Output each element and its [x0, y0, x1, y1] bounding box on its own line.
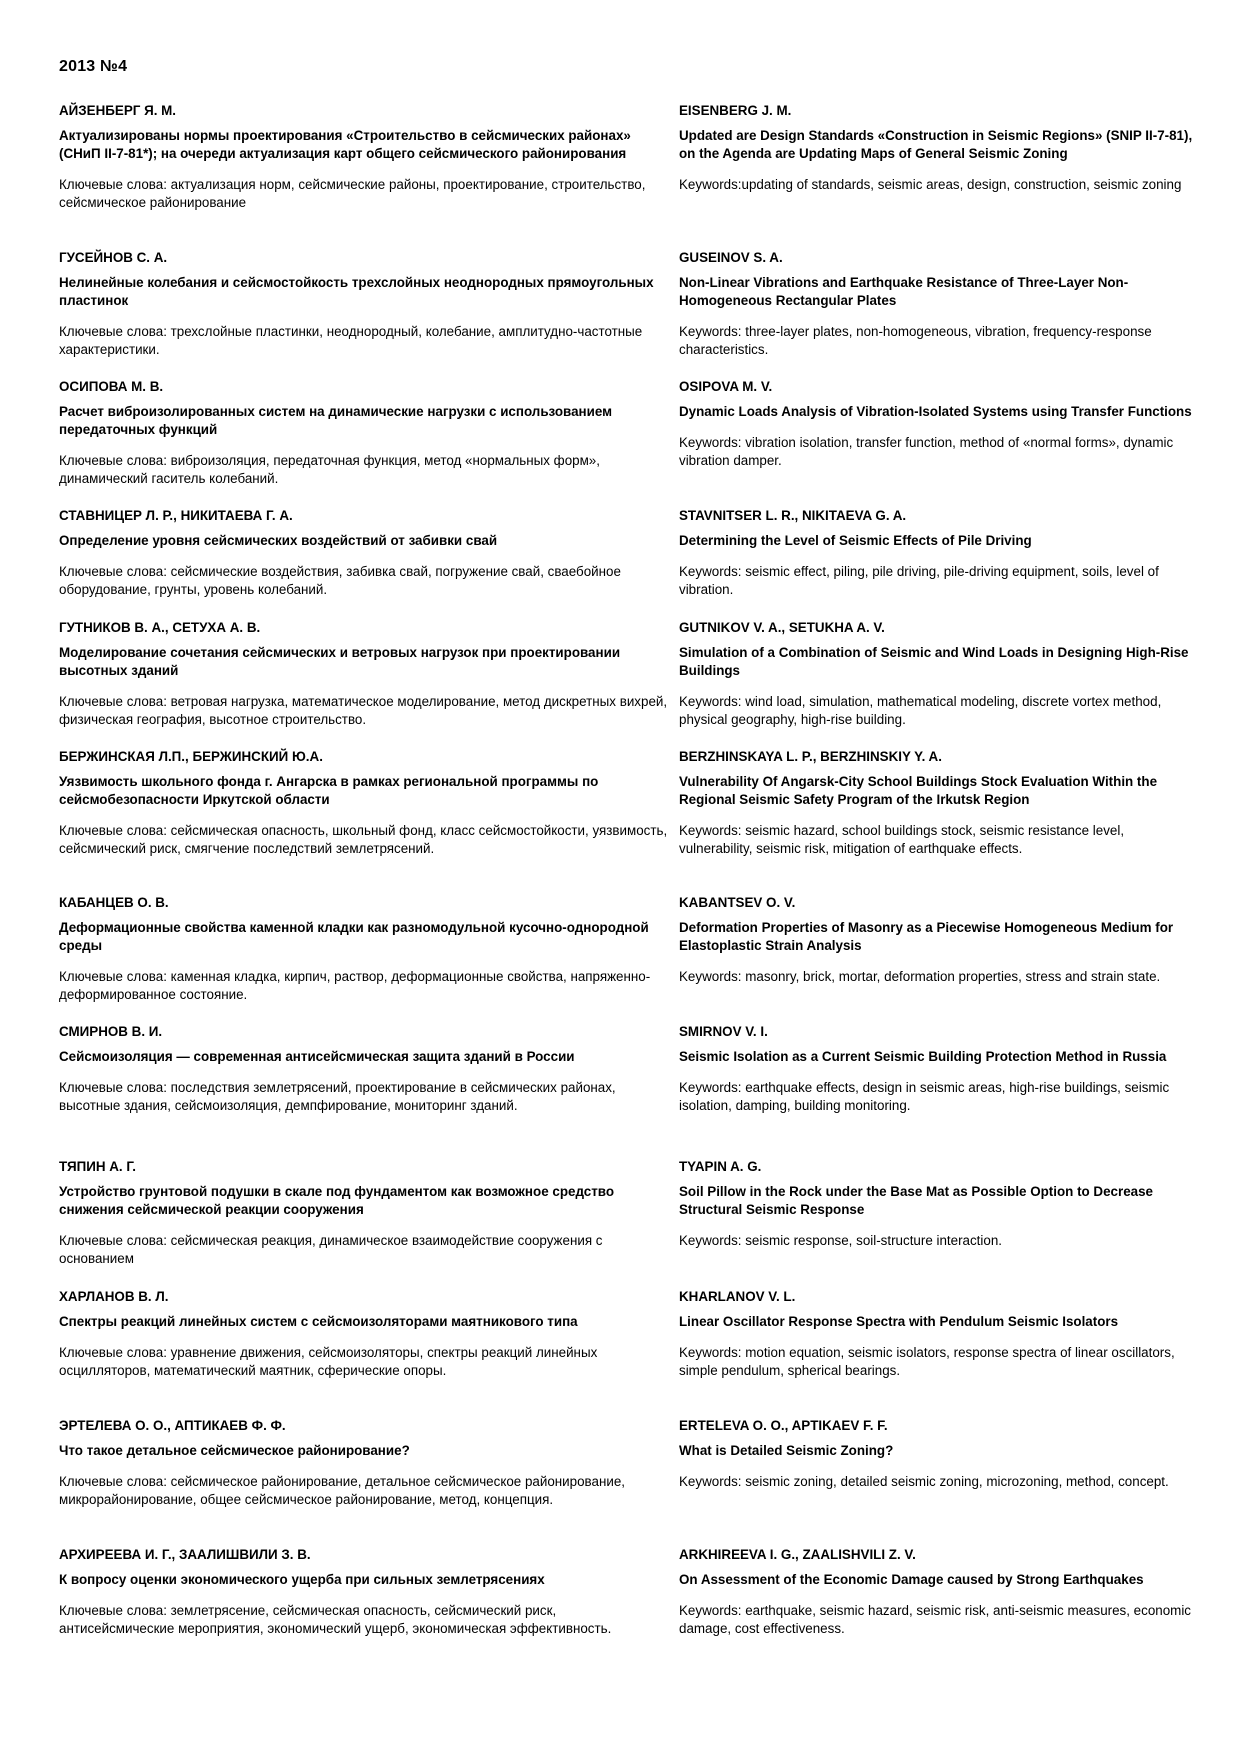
article-title: Спектры реакций линейных систем с сейсмоизоляторами маятникового типа — [59, 1314, 578, 1329]
article-title: Seismic Isolation as a Current Seismic Building Protection Method in Russia — [679, 1049, 1167, 1064]
keywords: Ключевые слова: сейсмическая опасность, школьный фонд, класс сейсмостойкости, уязвимость, сейсмический риск, смягчение последствий землетрясений. — [59, 823, 668, 856]
article-title: Нелинейные колебания и сейсмостойкость трехслойных неоднородных прямоугольных пластинок — [59, 275, 654, 308]
entry-en — [679, 249, 1194, 359]
article-title: Сейсмоизоляция — современная антисейсмическая защита зданий в России — [59, 1049, 575, 1064]
entry-en — [679, 378, 1194, 470]
article-title: Linear Oscillator Response Spectra with Pendulum Seismic Isolators — [679, 1314, 1119, 1329]
entry-ru — [59, 1288, 674, 1380]
keywords: Keywords: three-layer plates, non-homogeneous, vibration, frequency-response characteristics. — [679, 324, 1152, 357]
author: СТАВНИЦЕР Л. Р., НИКИТАЕВА Г. А. — [59, 508, 293, 523]
author: GUSEINOV S. A. — [679, 250, 783, 265]
author: ОСИПОВА М. В. — [59, 379, 164, 394]
entry-en — [679, 1158, 1194, 1250]
keywords: Ключевые слова: виброизоляция, передаточная функция, метод «нормальных форм», динамический гаситель колебаний. — [59, 453, 600, 486]
entry-en — [679, 1417, 1194, 1491]
article-title: Устройство грунтовой подушки в скале под фундаментом как возможное средство снижения сейсмической реакции сооружения — [59, 1184, 615, 1217]
keywords: Ключевые слова: уравнение движения, сейсмоизоляторы, спектры реакций линейных осцилляторов, математический маятник, сферические опоры. — [59, 1345, 598, 1378]
keywords: Keywords: masonry, brick, mortar, deformation properties, stress and strain state. — [679, 969, 1161, 984]
author: TYAPIN A. G. — [679, 1159, 762, 1174]
article-title: Актуализированы нормы проектирования «Строительство в сейсмических районах» (СНиП II-7-81*); на очереди актуализация карт общего сейсмического районирования — [59, 128, 631, 161]
entry-ru — [59, 249, 674, 359]
entry-en — [679, 102, 1194, 194]
author: ТЯПИН А. Г. — [59, 1159, 137, 1174]
entry-ru — [59, 748, 674, 858]
author: АЙЗЕНБЕРГ Я. М. — [59, 103, 177, 118]
keywords: Ключевые слова: сейсмические воздействия, забивка свай, погружение свай, сваебойное оборудование, грунты, уровень колебаний. — [59, 564, 621, 597]
article-title: Dynamic Loads Analysis of Vibration-Isolated Systems using Transfer Functions — [679, 404, 1192, 419]
keywords: Keywords: motion equation, seismic isolators, response spectra of linear oscillators, simple pendulum, spherical bearings. — [679, 1345, 1175, 1378]
entry-ru — [59, 1023, 674, 1115]
author: KHARLANOV V. L. — [679, 1289, 796, 1304]
entry-ru — [59, 102, 674, 212]
entry-ru — [59, 507, 674, 599]
keywords: Keywords: wind load, simulation, mathematical modeling, discrete vortex method, physical geography, high-rise building. — [679, 694, 1162, 727]
article-title: К вопросу оценки экономического ущерба при сильных землетрясениях — [59, 1572, 545, 1587]
author: ARKHIREEVA I. G., ZAALISHVILI Z. V. — [679, 1547, 916, 1562]
keywords: Keywords: seismic effect, piling, pile driving, pile-driving equipment, soils, level of vibration. — [679, 564, 1159, 597]
author: СМИРНОВ В. И. — [59, 1024, 163, 1039]
author: ГУСЕЙНОВ С. А. — [59, 250, 168, 265]
article-title: Simulation of a Combination of Seismic and Wind Loads in Designing High-Rise Buildings — [679, 645, 1189, 678]
keywords: Ключевые слова: сейсмическая реакция, динамическое взаимодействие сооружения с основанием — [59, 1233, 603, 1266]
article-title: Уязвимость школьного фонда г. Ангарска в рамках региональной программы по сейсмобезопасности Иркутской области — [59, 774, 599, 807]
keywords: Keywords: earthquake, seismic hazard, seismic risk, anti-seismic measures, economic damage, cost effectiveness. — [679, 1603, 1191, 1636]
author: SMIRNOV V. I. — [679, 1024, 768, 1039]
entry-ru — [59, 1546, 674, 1638]
article-title: Деформационные свойства каменной кладки как разномодульной кусочно-однородной среды — [59, 920, 649, 953]
keywords: Ключевые слова: актуализация норм, сейсмические районы, проектирование, строительство, сейсмическое районирование — [59, 177, 646, 210]
keywords: Ключевые слова: землетрясение, сейсмическая опасность, сейсмический риск, антисейсмические мероприятия, экономический ущерб, экономическая эффективность. — [59, 1603, 612, 1636]
article-title: Определение уровня сейсмических воздействий от забивки свай — [59, 533, 498, 548]
keywords: Ключевые слова: каменная кладка, кирпич, раствор, деформационные свойства, напряженно-деформированное состояние. — [59, 969, 651, 1002]
article-title: Soil Pillow in the Rock under the Base Mat as Possible Option to Decrease Structural Seismic Response — [679, 1184, 1153, 1217]
author: ERTELEVA O. O., APTIKAEV F. F. — [679, 1418, 888, 1433]
keywords: Keywords:updating of standards, seismic areas, design, construction, seismic zoning — [679, 177, 1182, 192]
author: STAVNITSER L. R., NIKITAEVA G. A. — [679, 508, 907, 523]
entry-en — [679, 619, 1194, 729]
entry-en — [679, 1546, 1194, 1638]
entry-ru — [59, 378, 674, 488]
entry-en — [679, 894, 1194, 986]
keywords: Keywords: vibration isolation, transfer function, method of «normal forms», dynamic vibration damper. — [679, 435, 1174, 468]
article-title: Vulnerability Of Angarsk-City School Buildings Stock Evaluation Within the Regional Seismic Safety Program of the Irkutsk Region — [679, 774, 1158, 807]
author: ЭРТЕЛЕВА О. О., АПТИКАЕВ Ф. Ф. — [59, 1418, 286, 1433]
author: BERZHINSKAYA L. P., BERZHINSKIY Y. A. — [679, 749, 942, 764]
author: OSIPOVA M. V. — [679, 379, 773, 394]
entry-en — [679, 507, 1194, 599]
entry-ru — [59, 1417, 674, 1509]
keywords: Ключевые слова: сейсмическое районирование, детальное сейсмическое районирование, микрорайонирование, общее сейсмическое районирование, метод, концепция. — [59, 1474, 625, 1507]
issue-heading: 2013 №4 — [59, 58, 128, 75]
article-title: Что такое детальное сейсмическое районирование? — [59, 1443, 410, 1458]
entry-ru — [59, 1158, 674, 1268]
author: АРХИРЕЕВА И. Г., ЗААЛИШВИЛИ З. В. — [59, 1547, 311, 1562]
article-title: Моделирование сочетания сейсмических и ветровых нагрузок при проектировании высотных зданий — [59, 645, 621, 678]
entry-en — [679, 1288, 1194, 1380]
author: GUTNIKOV V. A., SETUKHA A. V. — [679, 620, 885, 635]
keywords: Ключевые слова: последствия землетрясений, проектирование в сейсмических районах, высотные здания, сейсмоизоляция, демпфирование, мониторинг зданий. — [59, 1080, 616, 1113]
article-title: On Assessment of the Economic Damage caused by Strong Earthquakes — [679, 1572, 1144, 1587]
entry-ru — [59, 619, 674, 729]
keywords: Ключевые слова: ветровая нагрузка, математическое моделирование, метод дискретных вихрей, физическая география, высотное строительство. — [59, 694, 668, 727]
article-title: Deformation Properties of Masonry as a Piecewise Homogeneous Medium for Elastoplastic Strain Analysis — [679, 920, 1174, 953]
entry-en — [679, 748, 1194, 858]
keywords: Keywords: seismic zoning, detailed seismic zoning, microzoning, method, concept. — [679, 1474, 1169, 1489]
article-title: Расчет виброизолированных систем на динамические нагрузки с использованием передаточных функций — [59, 404, 613, 437]
keywords: Keywords: earthquake effects, design in seismic areas, high-rise buildings, seismic isolation, damping, building monitoring. — [679, 1080, 1170, 1113]
author: ХАРЛАНОВ В. Л. — [59, 1289, 169, 1304]
keywords: Keywords: seismic hazard, school buildings stock, seismic resistance level, vulnerability, seismic risk, mitigation of earthquake effects. — [679, 823, 1125, 856]
author: EISENBERG J. M. — [679, 103, 792, 118]
keywords: Ключевые слова: трехслойные пластинки, неоднородный, колебание, амплитудно-частотные характеристики. — [59, 324, 643, 357]
article-title: Determining the Level of Seismic Effects of Pile Driving — [679, 533, 1032, 548]
author: KABANTSEV O. V. — [679, 895, 796, 910]
article-title: Updated are Design Standards «Construction in Seismic Regions» (SNIP II-7-81), on the Agenda are Updating Maps of General Seismic Zoning — [679, 128, 1193, 161]
keywords: Keywords: seismic response, soil-structure interaction. — [679, 1233, 1002, 1248]
author: ГУТНИКОВ В. А., СЕТУХА А. В. — [59, 620, 261, 635]
entry-en — [679, 1023, 1194, 1115]
article-title: Non-Linear Vibrations and Earthquake Resistance of Three-Layer Non-Homogeneous Rectangular Plates — [679, 275, 1129, 308]
article-title: What is Detailed Seismic Zoning? — [679, 1443, 894, 1458]
author: БЕРЖИНСКАЯ Л.П., БЕРЖИНСКИЙ Ю.А. — [59, 749, 323, 764]
author: КАБАНЦЕВ О. В. — [59, 895, 169, 910]
entry-ru — [59, 894, 674, 1004]
